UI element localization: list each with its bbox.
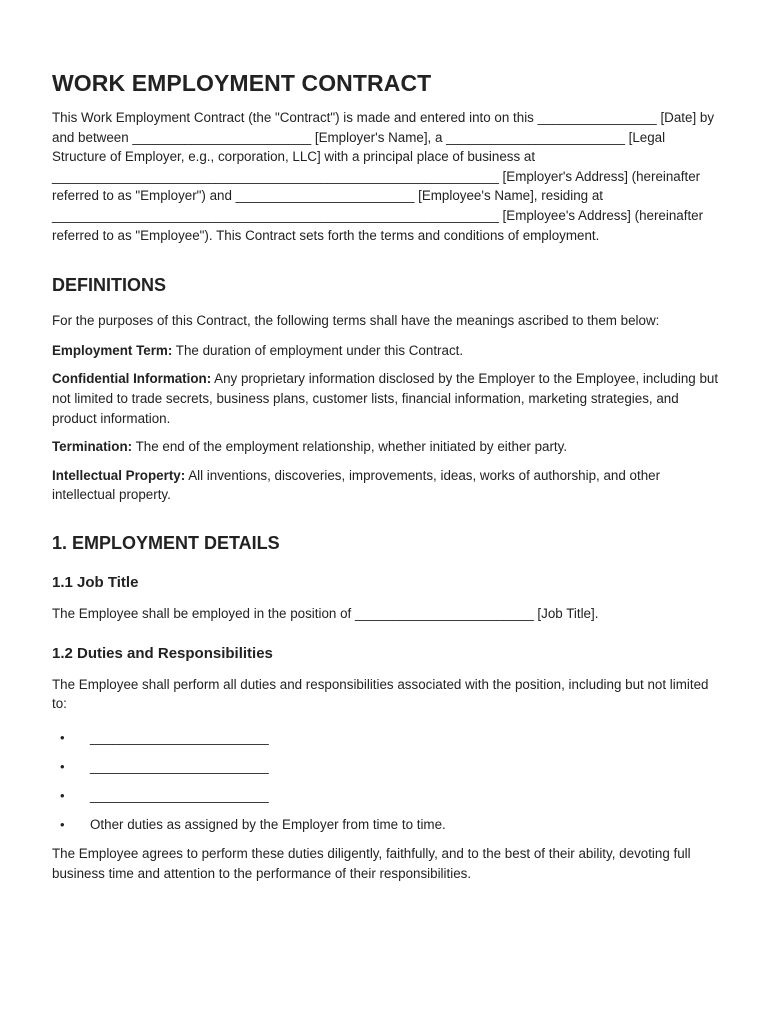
definition-term: Confidential Information: [52, 371, 212, 387]
definition-text: All inventions, discoveries, improvements, ideas, works of authorship, and other intellectual property. [52, 467, 661, 503]
employment-details-heading: 1. EMPLOYMENT DETAILS [52, 532, 280, 553]
definition-item [52, 437, 720, 457]
list-item [52, 757, 720, 777]
definition-text: Any proprietary information disclosed by the Employer to the Employee, including but not limited to trade secrets, business plans, customer lists, financial information, marketing strategies, and product information. [52, 371, 719, 426]
document-title: WORK EMPLOYMENT CONTRACT [52, 70, 432, 96]
definition-term: Intellectual Property: [52, 467, 186, 483]
duty-text: ________________________ [90, 787, 269, 803]
duties-lead: The Employee shall perform all duties and responsibilities associated with the position, including but not limited to: [52, 676, 709, 712]
definition-item [52, 369, 720, 428]
duty-text: ________________________ [90, 729, 269, 745]
definition-item [52, 341, 720, 361]
list-item [52, 786, 720, 806]
intro-paragraph: This Work Employment Contract (the "Contract") is made and entered into on this ________________ [Date] by and between ________________________ [Employer's Name], a ________________________ [Legal Structure of Employer, e.g., corporation, LLC] with a principal place of business at ____________________________________________________________ [Employer's Address] (hereinafter referred to as "Employer") and ________________________ [Employee's Name], residing at ____________________________________________________________ [Employee's Address] (hereinafter referred to as "Employee"). This Contract sets forth the terms and conditions of employment. [52, 110, 715, 243]
duties-closing: The Employee agrees to perform these duties diligently, faithfully, and to the best of their ability, devoting full business time and attention to the performance of their responsibilities. [52, 846, 691, 881]
definition-item [52, 466, 720, 505]
bullet-icon: • [60, 729, 65, 745]
duties-heading: 1.2 Duties and Responsibilities [52, 644, 273, 662]
bullet-icon: • [60, 787, 65, 803]
bullet-icon: • [60, 758, 65, 774]
definition-text: The end of the employment relationship, whether initiated by either party. [135, 439, 568, 455]
list-item [52, 815, 720, 835]
bullet-icon: • [60, 816, 65, 832]
duties-list [52, 728, 720, 835]
definitions-heading: DEFINITIONS [52, 275, 167, 296]
definitions-lead: For the purposes of this Contract, the following terms shall have the meanings ascribed to them below: [52, 313, 660, 329]
job-title-text: The Employee shall be employed in the position of ________________________ [Job Title]. [52, 605, 599, 621]
job-title-heading: 1.1 Job Title [52, 573, 139, 591]
duty-text: Other duties as assigned by the Employer from time to time. [90, 816, 446, 832]
list-item [52, 728, 720, 748]
definition-text: The duration of employment under this Contract. [175, 342, 464, 358]
definition-term: Termination: [52, 439, 133, 455]
definition-term: Employment Term: [52, 342, 173, 358]
duty-text: ________________________ [90, 758, 269, 774]
